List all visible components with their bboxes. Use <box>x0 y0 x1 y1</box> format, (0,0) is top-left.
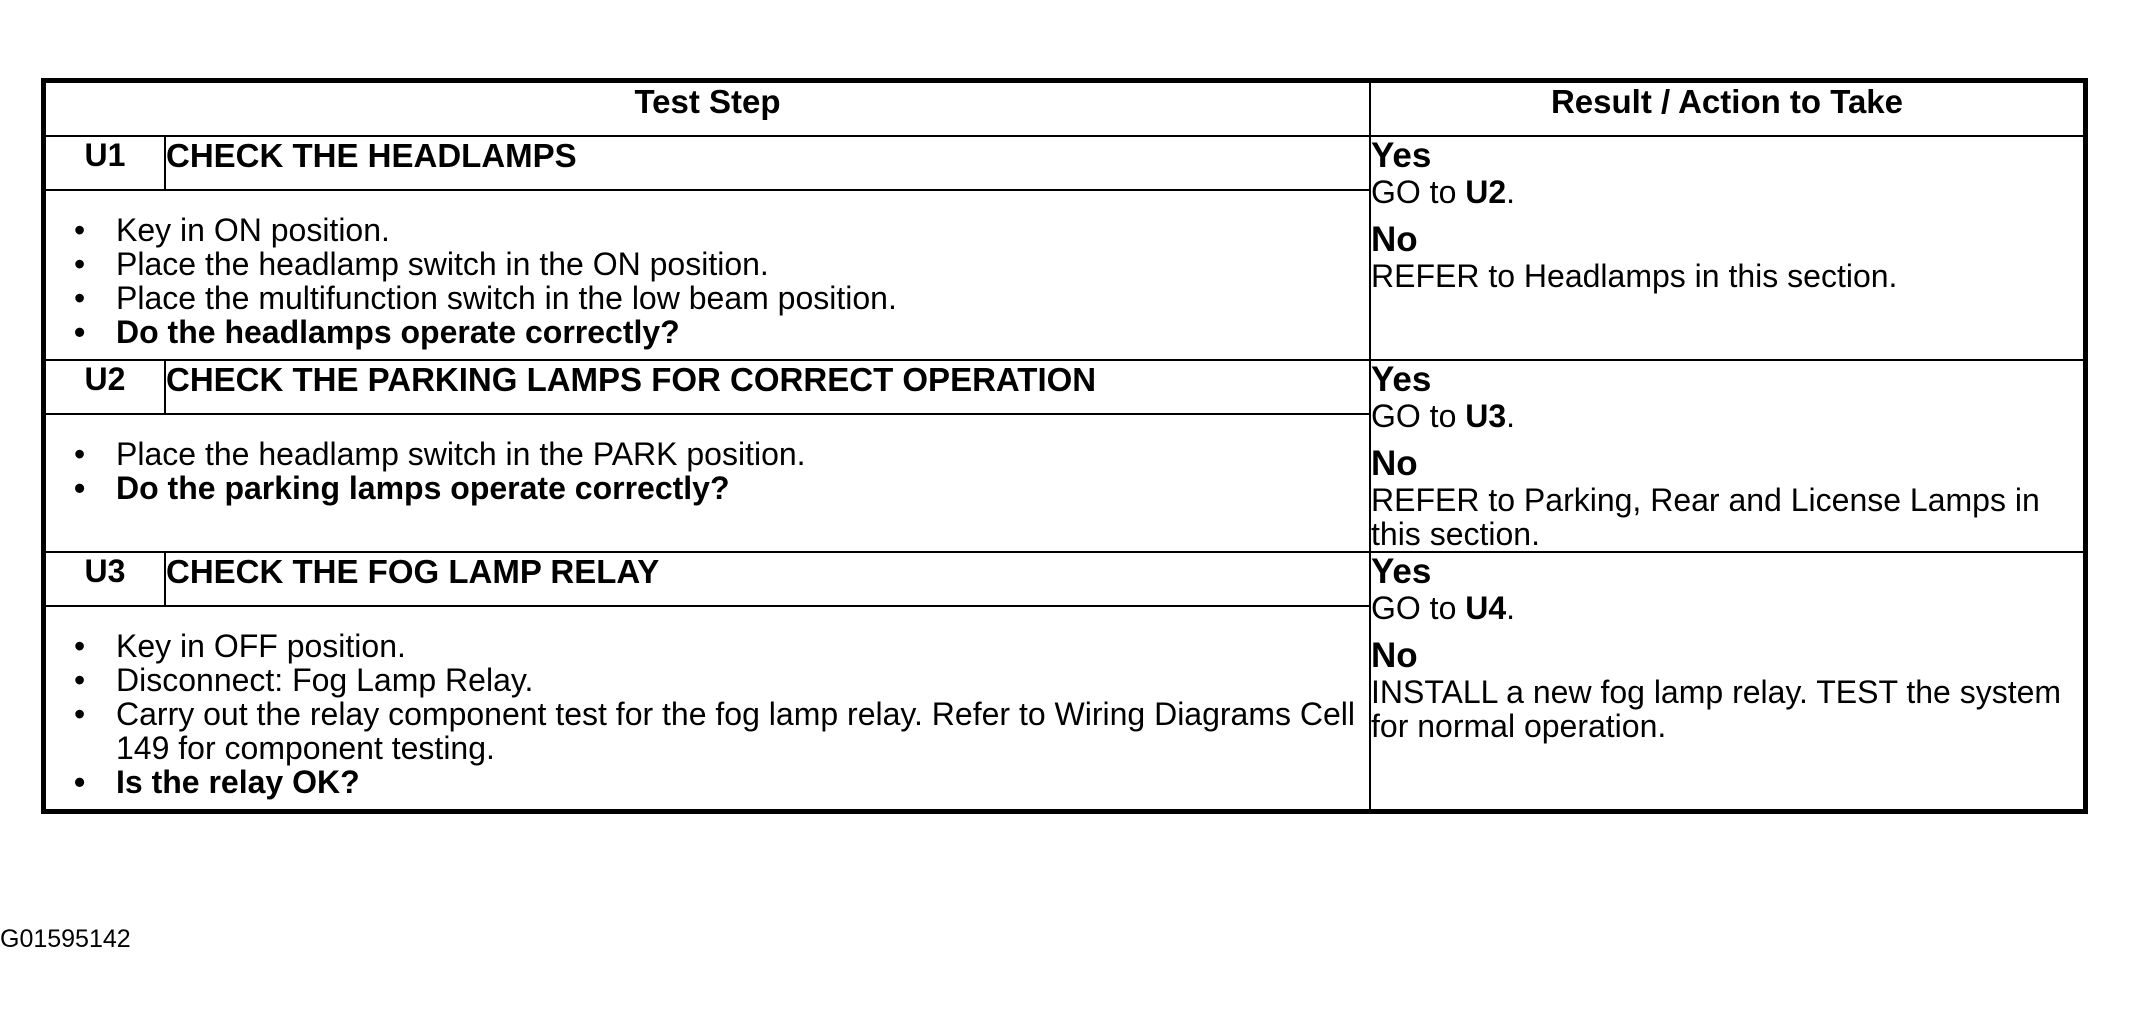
step-title-row <box>45 360 2084 414</box>
header-row <box>45 82 2084 136</box>
yes-target: U2 <box>1465 174 1507 210</box>
step-u3 <box>45 552 2084 810</box>
step-body <box>45 606 1370 810</box>
no-action: REFER to Parking, Rear and License Lamps in this section. <box>1371 482 2040 552</box>
step-number: U1 <box>45 136 165 190</box>
bullet-question: • Do the headlamps operate correctly? <box>46 315 1369 349</box>
yes-label: Yes <box>1371 136 1432 175</box>
no-block <box>1371 637 2083 743</box>
yes-suffix: . <box>1506 398 1516 434</box>
yes-suffix: . <box>1506 174 1516 210</box>
yes-label: Yes <box>1371 360 1432 399</box>
step-bullets <box>46 415 1369 515</box>
yes-block <box>1371 137 2083 209</box>
step-title-row <box>45 136 2084 190</box>
bullet-question: • Do the parking lamps operate correctly? <box>46 471 1369 505</box>
step-title: CHECK THE FOG LAMP RELAY <box>165 552 1370 606</box>
step-u1 <box>45 136 2084 360</box>
yes-label: Yes <box>1371 552 1432 591</box>
step-number: U2 <box>45 360 165 414</box>
bullet-item: • Place the multifunction switch in the low beam position. <box>46 281 1369 315</box>
yes-block <box>1371 553 2083 625</box>
no-action: REFER to Headlamps in this section. <box>1371 258 1898 294</box>
bullet-question: • Is the relay OK? <box>46 765 1369 799</box>
test-step-header: Test Step <box>45 82 1370 136</box>
step-result <box>1370 552 2084 810</box>
diagnostic-table <box>41 78 2088 814</box>
bullet-item: • Place the headlamp switch in the PARK position. <box>46 437 1369 471</box>
step-title: CHECK THE HEADLAMPS <box>165 136 1370 190</box>
yes-block <box>1371 361 2083 433</box>
bullet-item: • Place the headlamp switch in the ON position. <box>46 247 1369 281</box>
bullet-item: • Carry out the relay component test for the fog lamp relay. Refer to Wiring Diagrams Cell 149 for component testing. <box>46 697 1369 765</box>
no-block <box>1371 221 2083 293</box>
step-title: CHECK THE PARKING LAMPS FOR CORRECT OPERATION <box>165 360 1370 414</box>
steps-table <box>44 81 2085 811</box>
bullet-item: • Key in OFF position. <box>46 629 1369 663</box>
no-label: No <box>1371 636 1418 675</box>
yes-action <box>1371 175 2083 209</box>
no-action: INSTALL a new fog lamp relay. TEST the system for normal operation. <box>1371 674 2062 744</box>
yes-text: GO to <box>1371 398 1457 434</box>
yes-suffix: . <box>1506 590 1516 626</box>
yes-action <box>1371 591 2083 625</box>
step-body <box>45 190 1370 360</box>
result-header: Result / Action to Take <box>1370 82 2084 136</box>
step-bullets <box>46 191 1369 359</box>
step-u2 <box>45 360 2084 552</box>
step-result <box>1370 136 2084 360</box>
yes-target: U3 <box>1465 398 1507 434</box>
yes-action <box>1371 399 2083 433</box>
yes-target: U4 <box>1465 590 1507 626</box>
step-result <box>1370 360 2084 552</box>
step-body <box>45 414 1370 552</box>
no-label: No <box>1371 444 1418 483</box>
bullet-item: • Disconnect: Fog Lamp Relay. <box>46 663 1369 697</box>
step-title-row <box>45 552 2084 606</box>
yes-text: GO to <box>1371 590 1457 626</box>
step-number: U3 <box>45 552 165 606</box>
figure-id: G01595142 <box>0 925 131 953</box>
yes-text: GO to <box>1371 174 1457 210</box>
no-label: No <box>1371 220 1418 259</box>
step-bullets <box>46 607 1369 809</box>
no-block <box>1371 445 2083 551</box>
bullet-item: • Key in ON position. <box>46 213 1369 247</box>
